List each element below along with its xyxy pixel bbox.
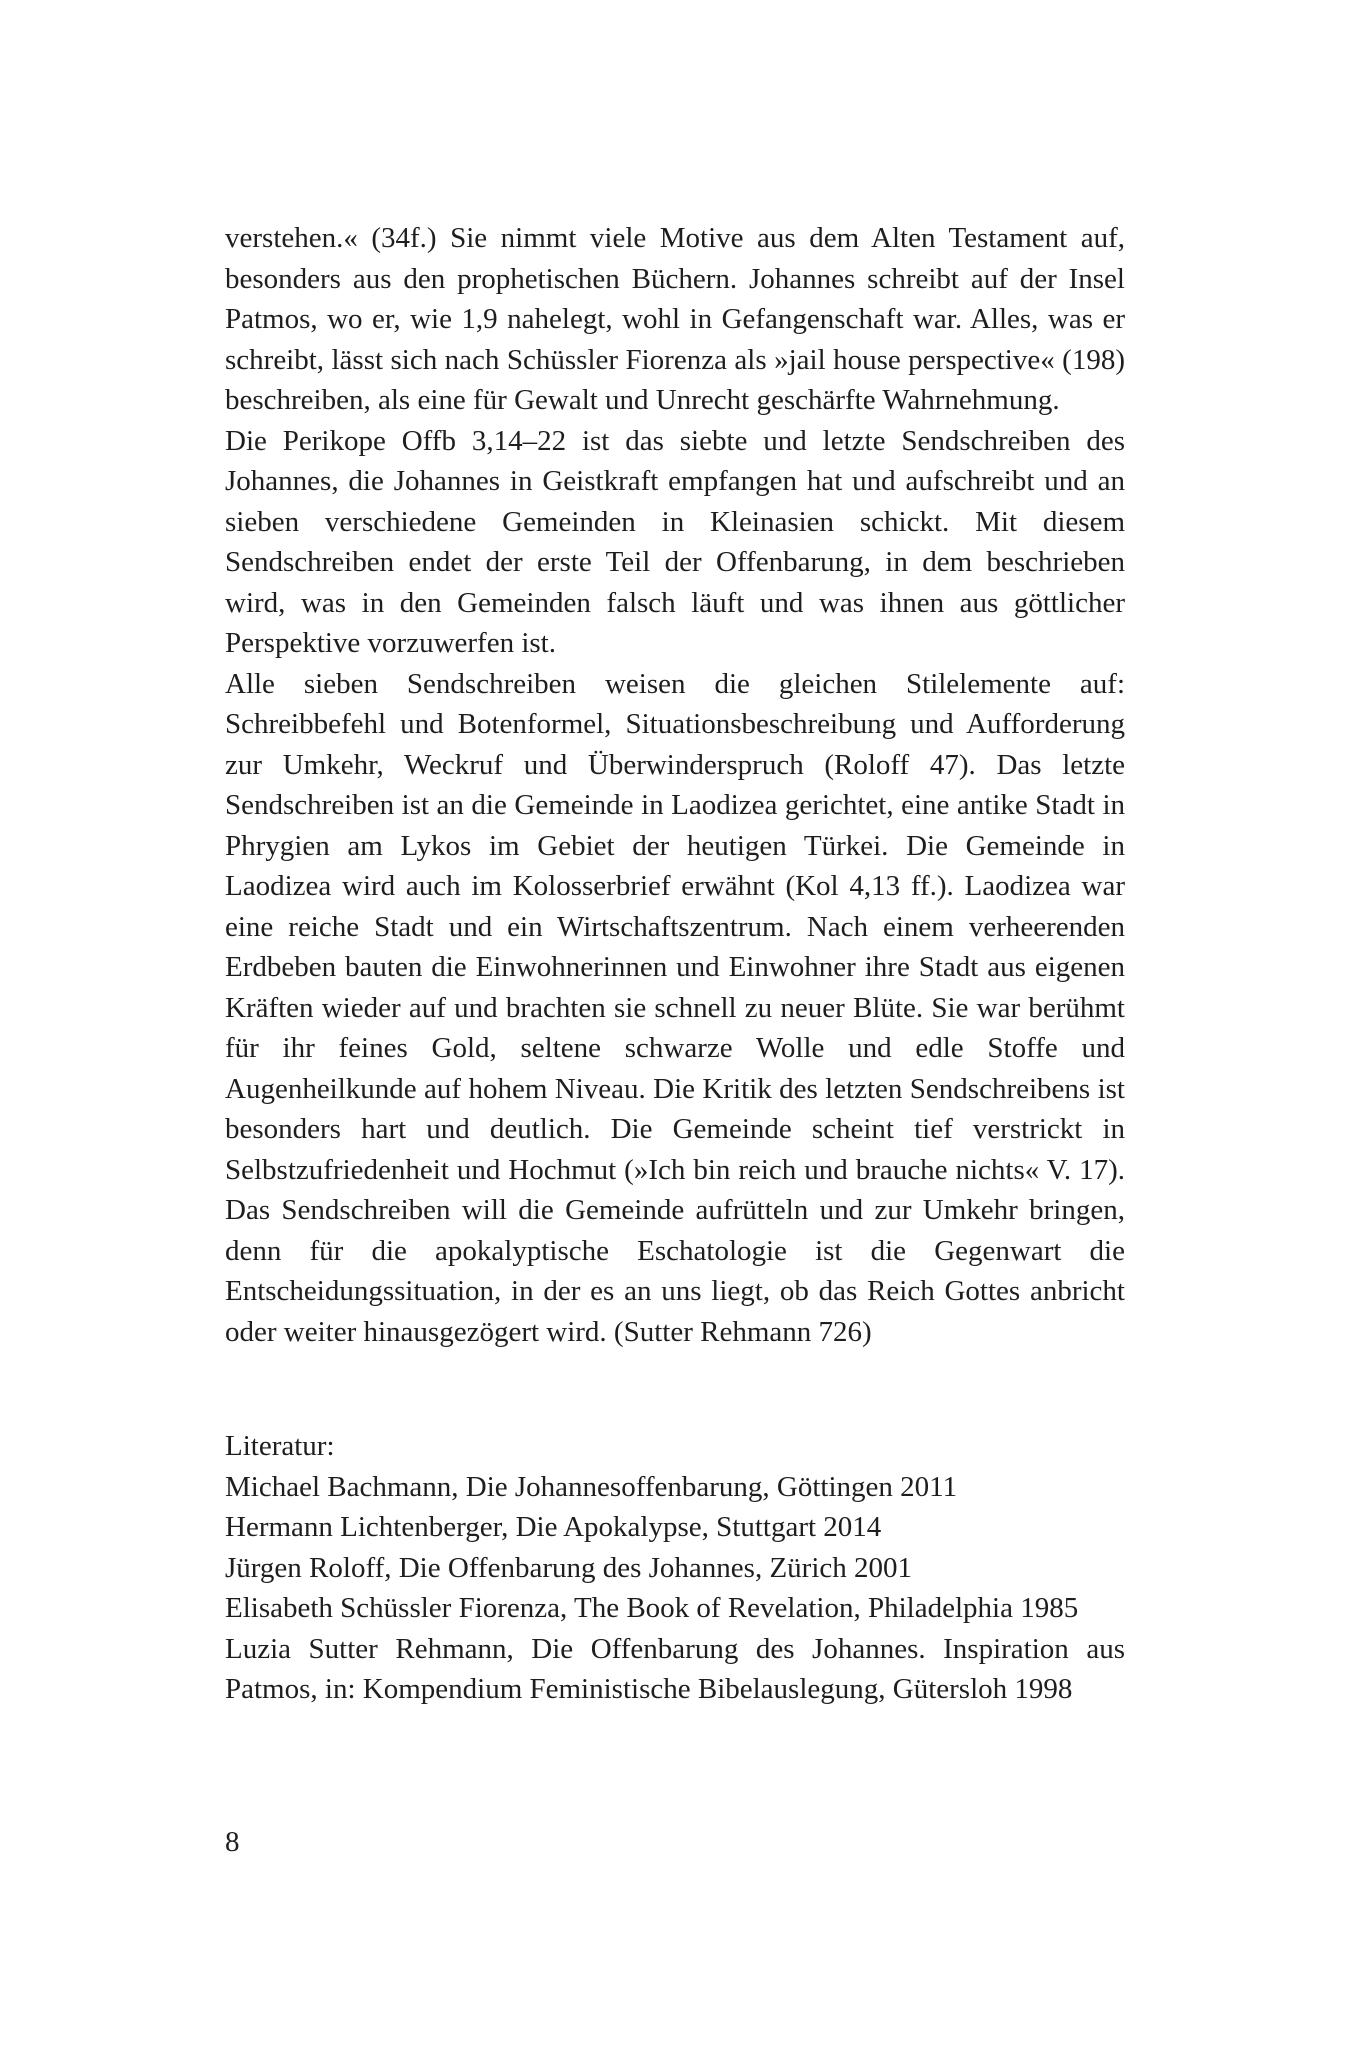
literature-entry: Elisabeth Schüssler Fiorenza, The Book of Revelation, Philadelphia 1985 (225, 1592, 1079, 1624)
body-text (225, 218, 1125, 1352)
literature-entry: Michael Bachmann, Die Johannesoffenbarung, Göttingen 2011 (225, 1470, 958, 1503)
literature-heading: Literatur: (225, 1430, 335, 1462)
page-number: 8 (225, 1826, 240, 1858)
paragraph-2: Die Perikope Offb 3,14–22 ist das siebte und letzte Sendschreiben des Johannes, die Johannes in Geistkraft empfangen hat und aufschreibt und an sieben verschiedene Gemeinden in Kleinasien schickt. Mit diesem Sendschreiben endet der erste Teil der Offenbarung, in dem beschrieben wird, was in den Gemeinden falsch läuft und was ihnen aus göttlicher Perspektive vorzuwerfen ist. (225, 424, 1125, 659)
literature-entry: Hermann Lichtenberger, Die Apokalypse, Stuttgart 2014 (225, 1511, 882, 1543)
literature-list (225, 1467, 1125, 1710)
paragraph-3: Alle sieben Sendschreiben weisen die gleichen Stilelemente auf: Schreibbefehl und Botenformel, Situationsbeschreibung und Aufforderung zur Umkehr, Weckruf und Überwinderspruch (Roloff 47). Das letzte Sendschreiben ist an die Gemeinde in Laodizea gerichtet, eine antike Stadt in Phrygien am Lykos im Gebiet der heutigen Türkei. Die Gemeinde in Laodizea wird auch im Kolosserbrief erwähnt (Kol 4,13 ff.). Laodizea war eine reiche Stadt und ein Wirtschaftszentrum. Nach einem verheerenden Erdbeben bauten die Einwohnerinnen und Einwohner ihre Stadt aus eigenen Kräften wieder auf und brachten sie schnell zu neuer Blüte. Sie war berühmt für ihr feines Gold, seltene schwarze Wolle und edle Stoffe und Augenheilkunde auf hohem Niveau. Die Kritik des letzten Sendschreibens ist besonders hart und deutlich. Die Gemeinde scheint tief verstrickt in Selbstzufriedenheit und Hochmut (»Ich bin reich und brauche nichts« V. 17). Das Sendschreiben will die Gemeinde aufrütteln und zur Umkehr bringen, denn für die apokalyptische Eschatologie ist die Gegenwart die Entscheidungssituation, in der es an uns liegt, ob das Reich Gottes anbricht oder weiter hinausgezögert wird. (Sutter Rehmann 726) (225, 667, 1125, 1348)
paragraph-1: verstehen.« (34f.) Sie nimmt viele Motive aus dem Alten Testament auf, besonders aus den prophetischen Büchern. Johannes schreibt auf der Insel Patmos, wo er, wie 1,9 nahelegt, wohl in Gefangenschaft war. Alles, was er schreibt, lässt sich nach Schüssler Fiorenza als »jail house perspective« (198) beschreiben, als eine für Gewalt und Unrecht geschärfte Wahrnehmung. (225, 222, 1125, 416)
literature-entry: Luzia Sutter Rehmann, Die Offenbarung des Johannes. Inspiration aus Patmos, in: Kompendium Feministische Bibelauslegung, Gütersloh 1998 (225, 1632, 1125, 1705)
literature-entry: Jürgen Roloff, Die Offenbarung des Johannes, Zürich 2001 (225, 1551, 913, 1584)
literature-section (225, 1426, 1125, 1710)
